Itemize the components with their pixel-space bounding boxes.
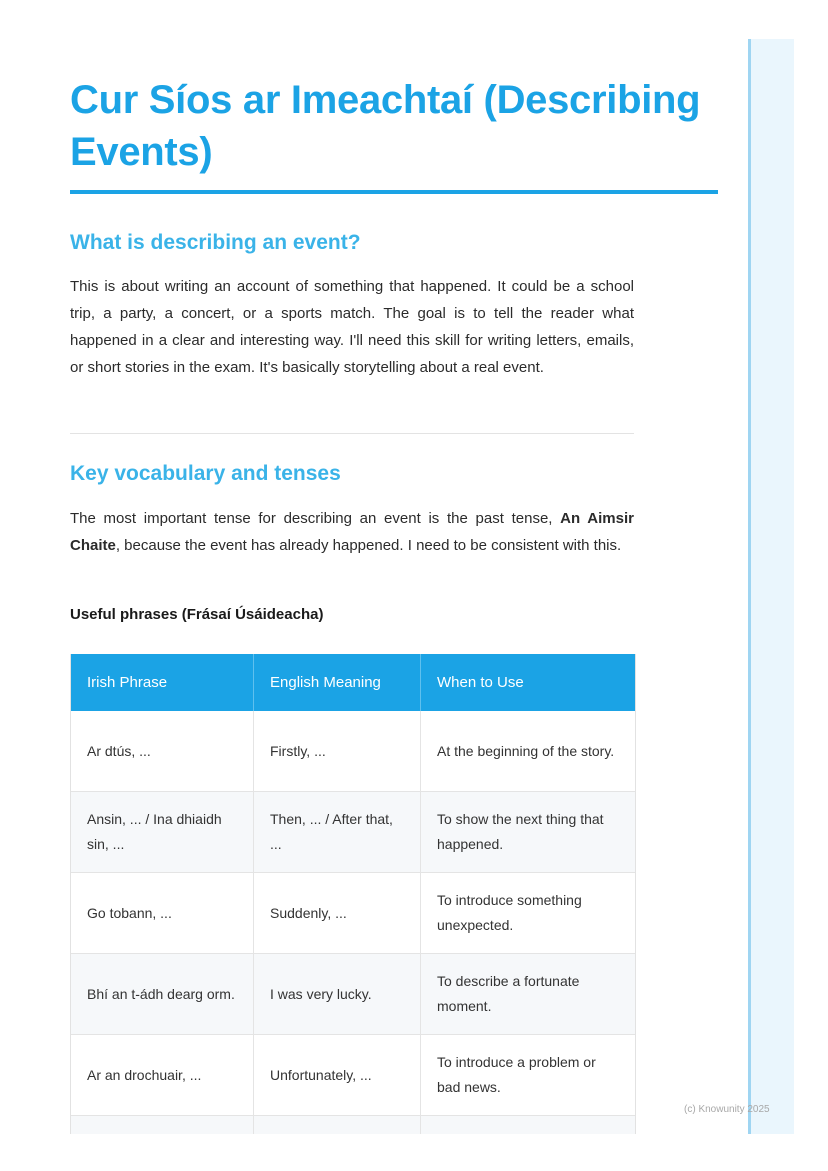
table-cell: Unfortunately, ... — [254, 1035, 421, 1116]
table-cell: Go tobann, ... — [71, 873, 254, 954]
table-cell: Firstly, ... — [254, 711, 421, 792]
title-underline — [70, 190, 718, 194]
section-body-what: This is about writing an account of something that happened. It could be a school trip, a party, a concert, or a sports match. The goal is to tell the reader what happened in a clear and interesting way. I'll need this skill for writing letters, emails, or short stories in the exam. It's basically storytelling about a real event. — [70, 278, 634, 376]
table-row — [71, 873, 635, 954]
table-cell: Ansin, ... / Ina dhiaidh sin, ... — [71, 792, 254, 873]
table-cell: To introduce a problem or bad news. — [421, 1035, 636, 1116]
section-divider — [70, 433, 634, 434]
table-cell: I was very lucky. — [254, 954, 421, 1035]
table-cell: Bhí an t-ádh dearg orm. — [71, 954, 254, 1035]
section-body-key — [70, 505, 634, 559]
table-row — [71, 792, 635, 873]
table-header-row — [71, 654, 635, 711]
table-cell: To show the next thing that happened. — [421, 792, 636, 873]
table-row — [71, 1116, 635, 1135]
table-row — [71, 1035, 635, 1116]
table-cell: To introduce something unexpected. — [421, 873, 636, 954]
body-text-bold: An Aimsir Chaite — [70, 510, 634, 554]
table-row — [71, 954, 635, 1035]
table-cell — [421, 1116, 636, 1135]
table-cell: To describe a fortunate moment. — [421, 954, 636, 1035]
column-header: When to Use — [421, 654, 636, 711]
page-title: Cur Síos ar Imeachtaí (Describing Events) — [70, 78, 701, 174]
table-cell: Suddenly, ... — [254, 873, 421, 954]
phrases-table-wrapper — [70, 654, 636, 1134]
table-row — [71, 711, 635, 792]
table-cell — [71, 1116, 254, 1135]
phrases-subheading: Useful phrases (Frásaí Úsáideacha) — [70, 606, 324, 623]
section-heading-key: Key vocabulary and tenses — [70, 462, 341, 485]
copyright-footer: (c) Knowunity 2025 — [684, 1104, 770, 1115]
table-cell: Ar an drochuair, ... — [71, 1035, 254, 1116]
body-text-end: , because the event has already happened. I need to be consistent with this. — [115, 537, 622, 554]
table-cell: Then, ... / After that, ... — [254, 792, 421, 873]
table-cell — [254, 1116, 421, 1135]
column-header: English Meaning — [254, 654, 421, 711]
body-text-start: The most important tense for describing an event is the past tense, — [70, 510, 561, 527]
side-margin-strip — [748, 39, 794, 1134]
column-header: Irish Phrase — [71, 654, 254, 711]
table-cell: Ar dtús, ... — [71, 711, 254, 792]
table-cell: At the beginning of the story. — [421, 711, 636, 792]
section-heading-what: What is describing an event? — [70, 231, 361, 254]
phrases-table — [71, 654, 635, 1134]
